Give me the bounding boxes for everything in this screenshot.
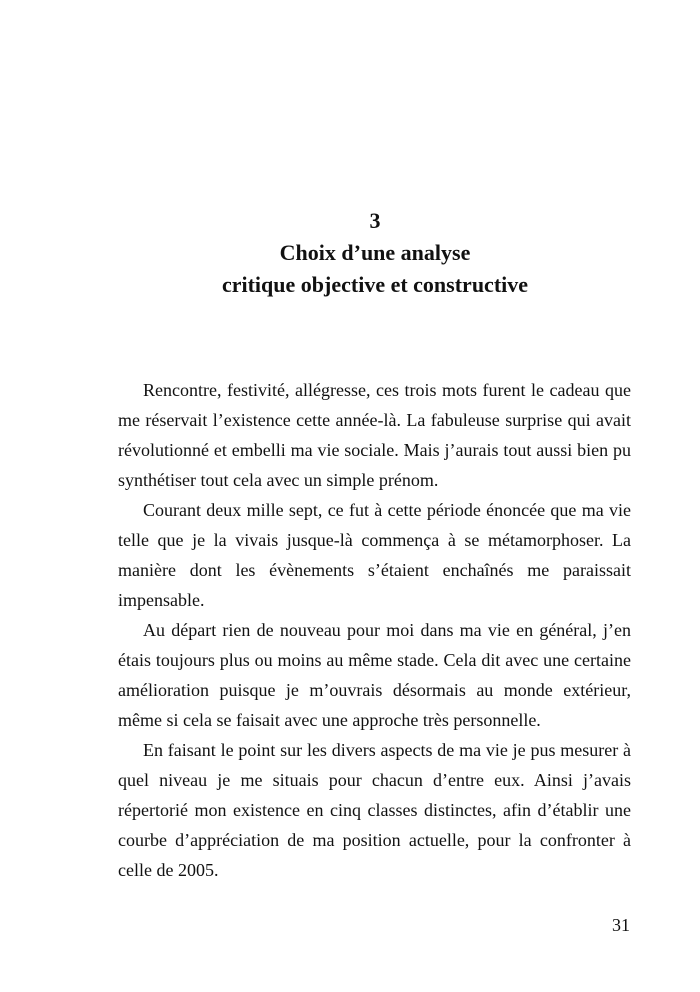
- chapter-title-line-2: critique objective et constructive: [221, 272, 529, 297]
- paragraph: En faisant le point sur les divers aspects de ma vie je pus mesurer à quel niveau je me situais pour chacun d’entre eux. Ainsi j’avais répertorié mon existence en cinq classes distinctes, afin d’établir une courbe d’appréciation de ma position actuelle, pour la confronter à celle de 2005.: [118, 740, 631, 880]
- page-number: 31: [612, 915, 630, 935]
- chapter-heading: [0, 205, 700, 301]
- chapter-number: 3: [369, 208, 381, 233]
- paragraph: Courant deux mille sept, ce fut à cette période énoncée que ma vie telle que je la vivais jusque-là commença à se métamorphoser. La manière dont les évènements s’étaient enchaînés me paraissait impensable.: [118, 500, 631, 610]
- body-text: [118, 375, 631, 885]
- paragraph: Au départ rien de nouveau pour moi dans ma vie en général, j’en étais toujours plus ou moins au même stade. Cela dit avec une certaine amélioration puisque je m’ouvrais désormais au monde extérieur, même si cela se faisait avec une approche très personnelle.: [118, 620, 631, 730]
- paragraph: Rencontre, festivité, allégresse, ces trois mots furent le cadeau que me réservait l’existence cette année-là. La fabuleuse surprise qui avait révolutionné et embelli ma vie sociale. Mais j’aurais tout aussi bien pu synthétiser tout cela avec un simple prénom.: [118, 380, 631, 490]
- chapter-title-line-1: Choix d’une analyse: [279, 240, 471, 265]
